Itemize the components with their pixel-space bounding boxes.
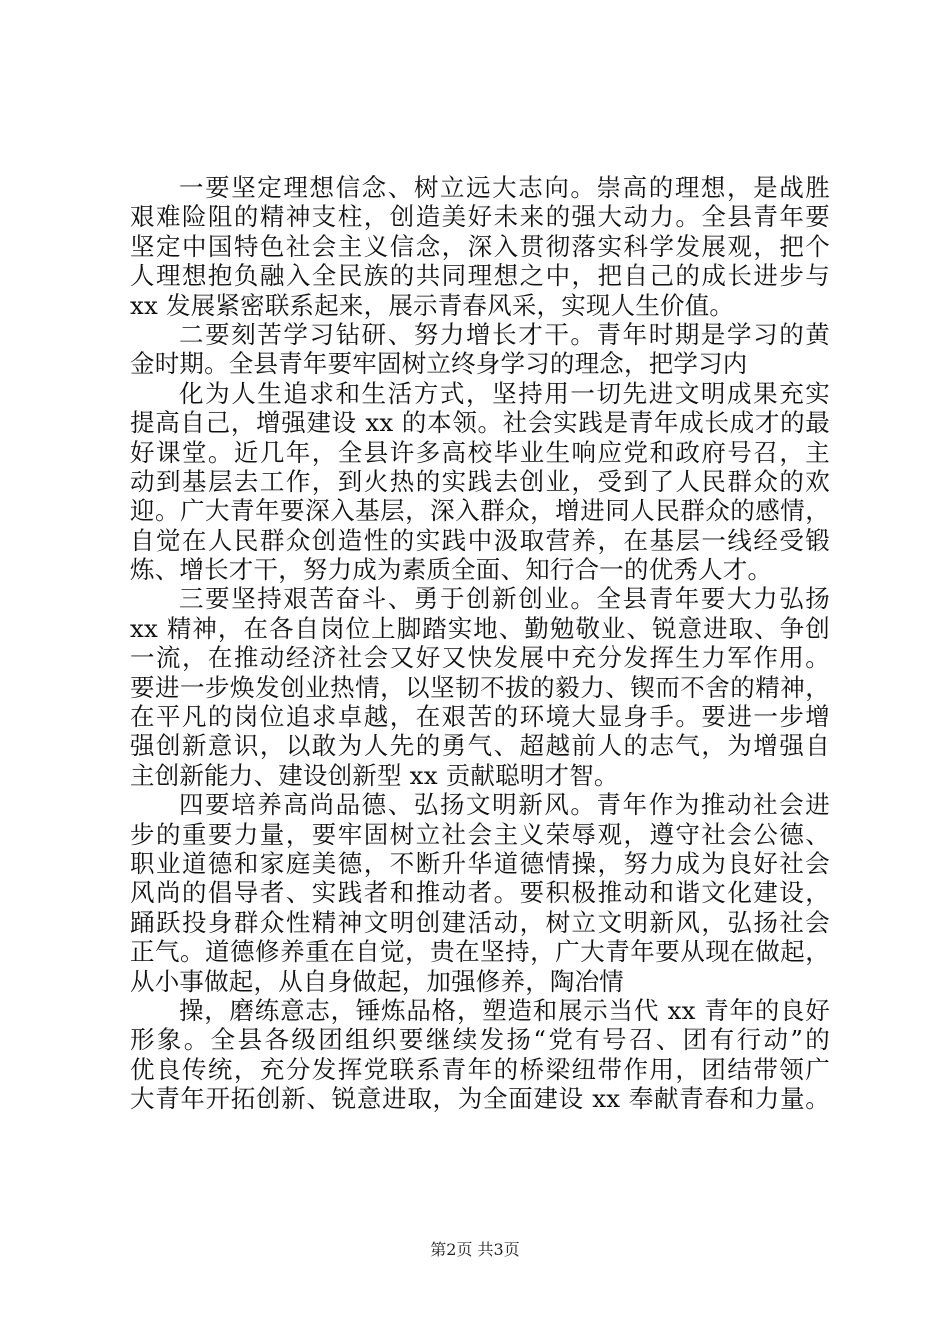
text-line: 迎。广大青年要深入基层，深入群众，增进同人民群众的感情，	[130, 496, 830, 526]
text-line: 风尚的倡导者、实践者和推动者。要积极推动和谐文化建设，	[130, 878, 830, 908]
text-line: 自觉在人民群众创造性的实践中汲取营养，在基层一线经受锻	[130, 525, 830, 555]
text-line: 艰难险阻的精神支柱，创造美好未来的强大动力。全县青年要	[130, 202, 830, 232]
text-line: xx 发展紧密联系起来，展示青春风采，实现人生价值。	[130, 290, 735, 320]
text-line: xx 精神，在各自岗位上脚踏实地、勤勉敬业、锐意进取、争创	[130, 613, 830, 643]
text-line: 要进一步焕发创业热情，以坚韧不拔的毅力、锲而不舍的精神，	[130, 672, 830, 702]
text-line: 职业道德和家庭美德，不断升华道德情操，努力成为良好社会	[130, 848, 830, 878]
text-line: 坚定中国特色社会主义信念，深入贯彻落实科学发展观，把个	[130, 231, 830, 261]
text-line: 一流，在推动经济社会又好又快发展中充分发挥生力军作用。	[130, 643, 830, 673]
text-line: 三要坚持艰苦奋斗、勇于创新创业。全县青年要大力弘扬	[179, 584, 830, 614]
text-line: 提高自己，增强建设 xx 的本领。社会实践是青年成长成才的最	[130, 408, 830, 438]
text-line: 操，磨练意志，锤炼品格，塑造和展示当代 xx 青年的良好	[179, 995, 830, 1025]
text-line: 一要坚定理想信念、树立远大志向。崇高的理想，是战胜	[179, 173, 830, 202]
text-line: 步的重要力量，要牢固树立社会主义荣辱观，遵守社会公德、	[130, 819, 830, 849]
text-line: 大青年开拓创新、锐意进取，为全面建设 xx 奉献青春和力量。	[130, 1084, 830, 1114]
text-line: 四要培养高尚品德、弘扬文明新风。青年作为推动社会进	[179, 790, 830, 820]
text-line: 金时期。全县青年要牢固树立终身学习的理念，把学习内	[130, 349, 748, 379]
text-line: 好课堂。近几年，全县许多高校毕业生响应党和政府号召，主	[130, 437, 830, 467]
text-line: 人理想抱负融入全民族的共同理想之中，把自己的成长进步与	[130, 261, 830, 291]
text-line: 炼、增长才干，努力成为素质全面、知行合一的优秀人才。	[130, 555, 773, 585]
text-line: 二要刻苦学习钻研、努力增长才干。青年时期是学习的黄	[179, 319, 830, 349]
page-footer: 第2页 共3页	[430, 1240, 520, 1259]
text-line: 主创新能力、建设创新型 xx 贡献聪明才智。	[130, 760, 619, 790]
text-line: 优良传统，充分发挥党联系青年的桥梁纽带作用，团结带领广	[130, 1054, 830, 1084]
text-line: 踊跃投身群众性精神文明创建活动，树立文明新风，弘扬社会	[130, 907, 830, 937]
text-line: 从小事做起，从自身做起，加强修养，陶冶情	[130, 966, 624, 996]
document-body	[130, 173, 830, 1114]
text-line: 形象。全县各级团组织要继续发扬“党有号召、团有行动”的	[130, 1025, 830, 1055]
text-line: 化为人生追求和生活方式，坚持用一切先进文明成果充实	[179, 378, 830, 408]
text-line: 在平凡的岗位追求卓越，在艰苦的环境大显身手。要进一步增	[130, 702, 830, 732]
text-line: 强创新意识，以敢为人先的勇气、超越前人的志气，为增强自	[130, 731, 830, 761]
text-line: 正气。道德修养重在自觉，贵在坚持，广大青年要从现在做起，	[130, 937, 830, 967]
text-line: 动到基层去工作，到火热的实践去创业，受到了人民群众的欢	[130, 466, 830, 496]
